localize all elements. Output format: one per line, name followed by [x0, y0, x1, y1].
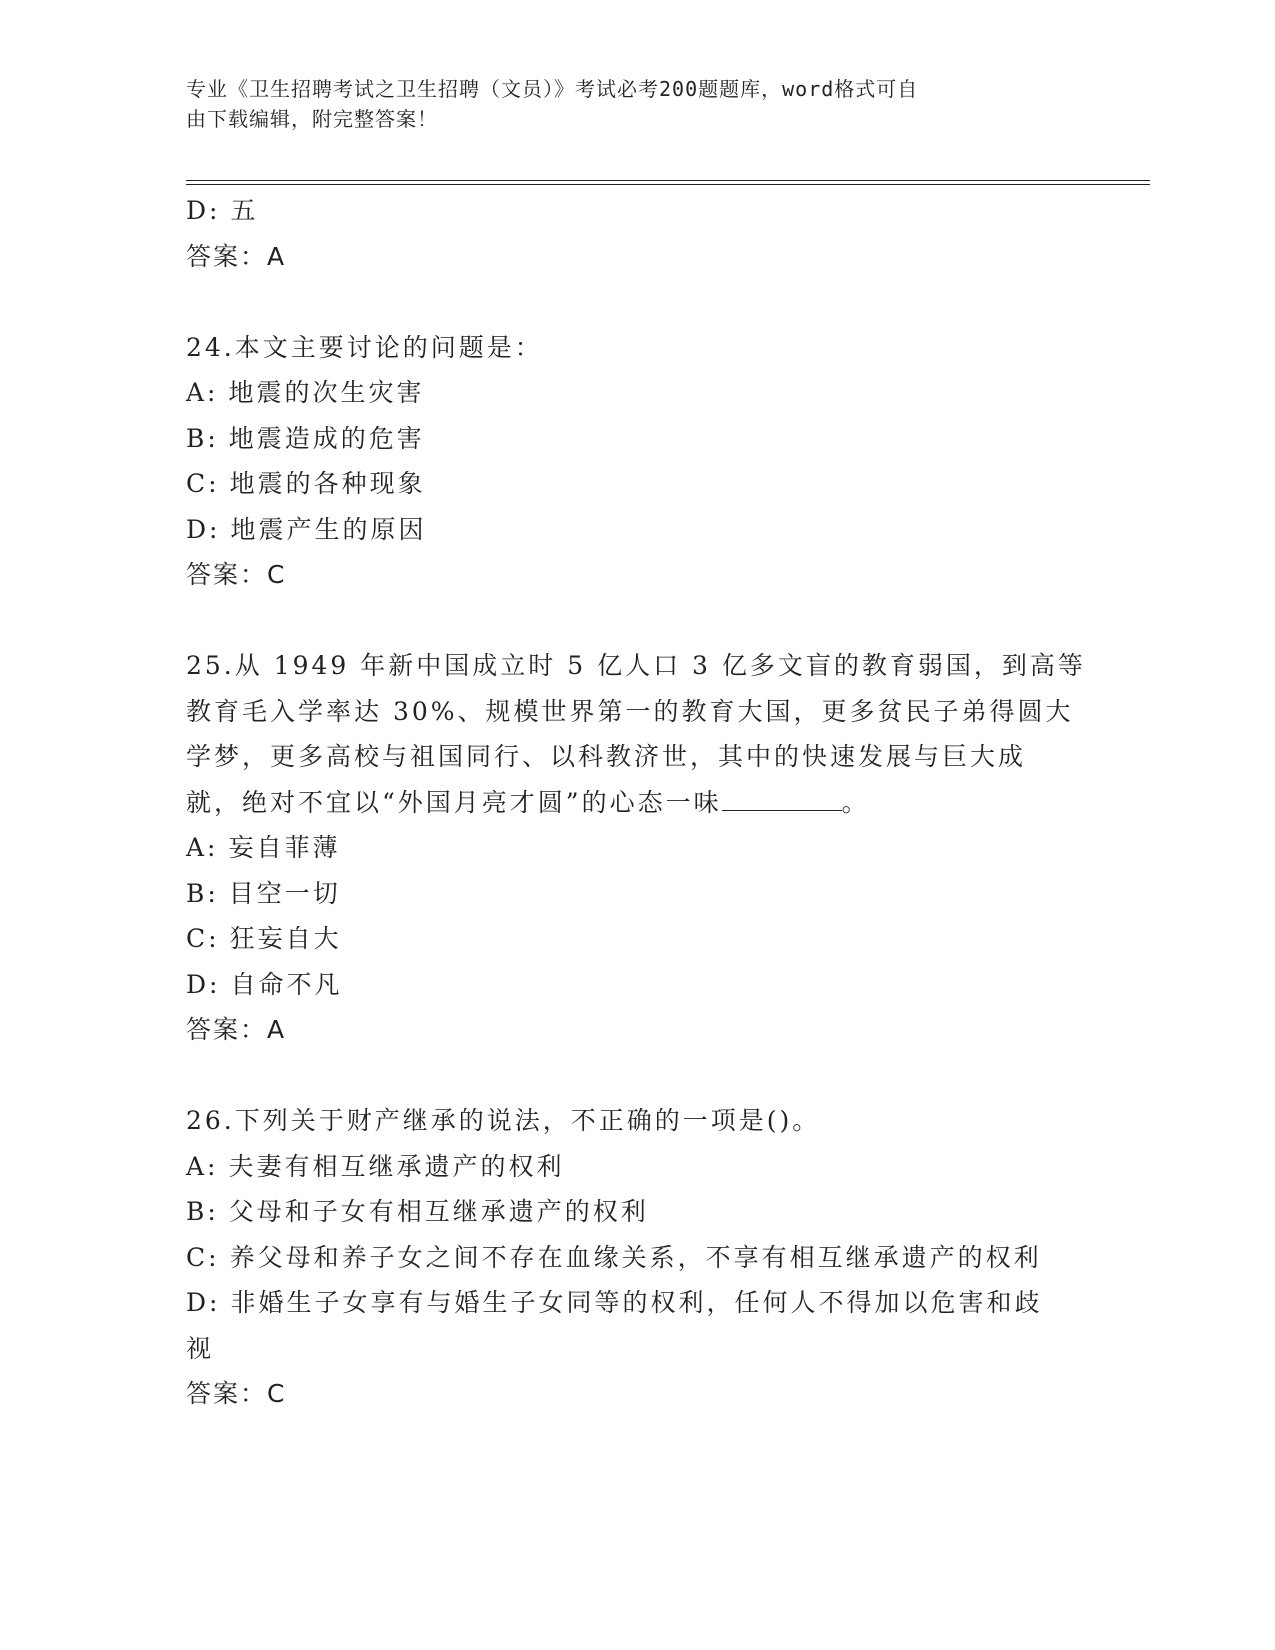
spacer: [186, 598, 1086, 644]
option-text: 目空一切: [228, 878, 341, 908]
option-letter: C:: [186, 924, 220, 953]
q25-answer: 答案：A: [186, 1015, 287, 1044]
q24-option-d: [186, 507, 1086, 553]
option-text: 夫妻有相互继承遗产的权利: [228, 1151, 565, 1181]
q25-stem-line-4: [186, 780, 1086, 826]
q24-option-c: [186, 461, 1086, 507]
q24-stem: 24.本文主要讨论的问题是：: [186, 332, 543, 362]
q26-option-d-continued: 视: [186, 1333, 215, 1363]
option-letter: B:: [186, 423, 219, 453]
option-letter: D:: [186, 969, 221, 999]
option-letter: C:: [186, 469, 220, 498]
question-content: [186, 188, 1086, 1417]
q24-answer: 答案：C: [186, 560, 287, 589]
option-letter: D:: [186, 514, 221, 544]
q26-option-d: [186, 1280, 1086, 1326]
q25-stem-line-3: 学梦，更多高校与祖国同行、以科教济世，其中的快速发展与巨大成: [186, 742, 1027, 771]
q25-stem-line-2: 教育毛入学率达 30%、规模世界第一的教育大国，更多贫民子弟得圆大: [186, 696, 1074, 726]
q25-option-d: [186, 962, 1086, 1008]
q25-option-b: [186, 871, 1086, 917]
fill-blank: [722, 788, 842, 811]
option-letter: A:: [186, 378, 219, 407]
option-text: 五: [230, 196, 259, 225]
option-text: 狂妄自大: [229, 924, 342, 953]
option-letter: D:: [186, 196, 221, 225]
option-text: 地震产生的原因: [230, 514, 427, 544]
option-text: 父母和子女有相互继承遗产的权利: [228, 1197, 649, 1226]
q24-option-a: [186, 370, 1086, 416]
q25-stem-line-1: 25.从 1949 年新中国成立时 5 亿人口 3 亿多文盲的教育弱国，到高等: [186, 651, 1086, 680]
header-rule-top: [186, 180, 1150, 181]
document-header: [186, 74, 1066, 134]
option-text: 养父母和养子女之间不存在血缘关系，不享有相互继承遗产的权利: [229, 1242, 1042, 1272]
q26-answer: 答案：C: [186, 1379, 287, 1408]
header-line-1: 专业《卫生招聘考试之卫生招聘（文员）》考试必考200题题库，word格式可自: [186, 77, 919, 101]
spacer: [186, 1053, 1086, 1099]
q26-option-c: [186, 1235, 1086, 1281]
spacer: [186, 279, 1086, 325]
option-text: 地震的各种现象: [229, 469, 426, 498]
header-rule-bottom: [186, 184, 1150, 185]
prev-answer: 答案：A: [186, 241, 287, 271]
header-line-2: 由下载编辑，附完整答案！: [186, 107, 438, 131]
option-letter: D:: [186, 1288, 221, 1317]
q25-stem-text: 就，绝对不宜以“外国月亮才圆”的心态一味: [186, 787, 722, 817]
option-letter: A:: [186, 833, 219, 862]
q25-stem-end: 。: [841, 787, 870, 817]
option-letter: B:: [186, 1197, 219, 1226]
option-letter: C:: [186, 1242, 220, 1272]
option-text: 地震的次生灾害: [228, 378, 425, 407]
q26-option-a: [186, 1144, 1086, 1190]
option-text: 非婚生子女享有与婚生子女同等的权利，任何人不得加以危害和歧: [230, 1288, 1043, 1317]
option-text: 地震造成的危害: [228, 423, 425, 453]
option-text: 妄自菲薄: [228, 833, 341, 862]
q25-option-c: [186, 916, 1086, 962]
option-letter: A:: [186, 1151, 219, 1181]
prev-option-d: [186, 188, 1086, 234]
q24-option-b: [186, 416, 1086, 462]
option-letter: B:: [186, 878, 219, 908]
q26-stem: 26.下列关于财产继承的说法，不正确的一项是()。: [186, 1106, 821, 1135]
option-text: 自命不凡: [230, 969, 343, 999]
q25-option-a: [186, 825, 1086, 871]
q26-option-b: [186, 1189, 1086, 1235]
